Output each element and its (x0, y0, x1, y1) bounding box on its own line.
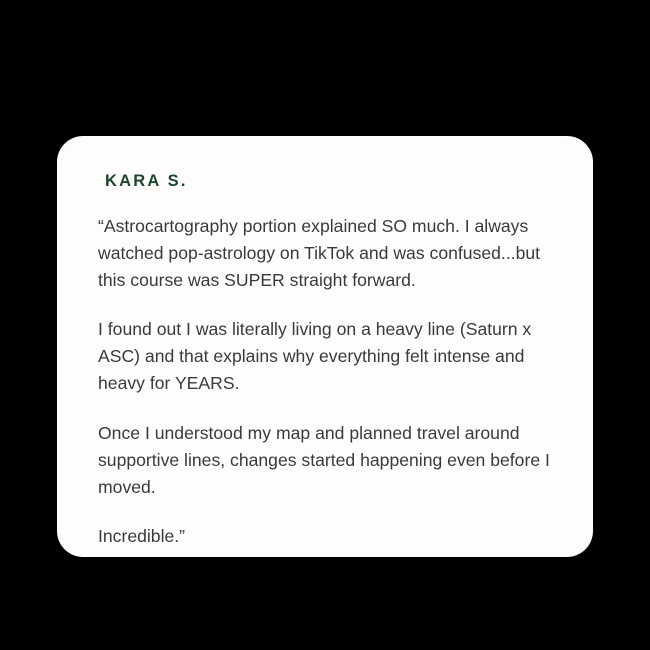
quote-paragraph: Incredible.” (98, 525, 186, 546)
quote-paragraph: “Astrocartography portion explained SO much. I always watched pop-astrology on TikTok and was confused...but this course was SUPER straight forward. (98, 216, 541, 291)
testimonial-card (57, 136, 593, 557)
testimonial-quote (98, 213, 552, 550)
testimonial-author: KARA S. (105, 172, 188, 190)
quote-paragraph: Once I understood my map and planned travel around supportive lines, changes started happening even before I moved. (98, 422, 550, 497)
quote-paragraph: I found out I was literally living on a heavy line (Saturn x ASC) and that explains why everything felt intense and heavy for YEARS. (98, 319, 532, 394)
